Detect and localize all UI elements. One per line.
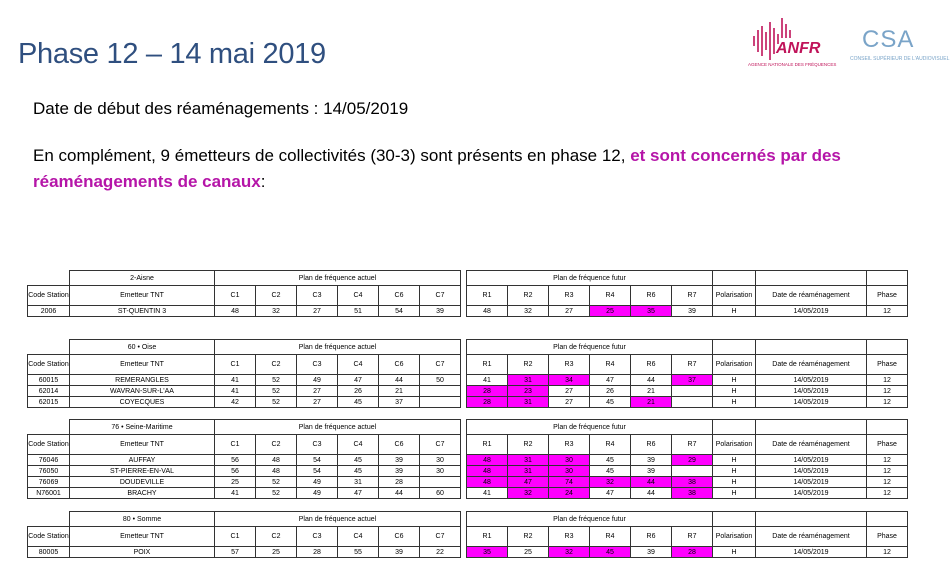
reamenagement-date: 14/05/2019 — [756, 477, 867, 488]
future-channel: 26 — [590, 386, 631, 397]
future-channel: 41 — [467, 375, 508, 386]
channel-header-r1: R1 — [467, 435, 508, 455]
empty-header-cell — [756, 512, 867, 527]
plan-futur-header: Plan de fréquence futur — [467, 420, 713, 435]
channel-header-r7: R7 — [672, 286, 713, 306]
polarisation-header: Polarisation — [713, 286, 756, 306]
future-channel: 27 — [549, 397, 590, 408]
polarisation-header: Polarisation — [713, 435, 756, 455]
channel-header-r7: R7 — [672, 527, 713, 547]
current-channel: 26 — [338, 386, 379, 397]
departement-table — [27, 270, 908, 317]
departement-table — [27, 511, 908, 558]
channel-header-r4: R4 — [590, 527, 631, 547]
future-channel — [672, 386, 713, 397]
date-header: Date de réaménagement — [756, 355, 867, 375]
channel-header-c6: C6 — [379, 527, 420, 547]
current-channel: 52 — [256, 375, 297, 386]
changed-channel: 47 — [508, 477, 549, 488]
empty-header-cell — [867, 420, 908, 435]
future-channel: 25 — [508, 547, 549, 558]
departement-name: 76 • Seine-Maritime — [70, 420, 215, 435]
emetteur-name: AUFFAY — [70, 455, 215, 466]
current-channel: 49 — [297, 375, 338, 386]
current-channel: 45 — [338, 397, 379, 408]
current-channel: 31 — [338, 477, 379, 488]
phase-value: 12 — [867, 397, 908, 408]
current-channel: 42 — [215, 397, 256, 408]
station-code: 76069 — [28, 477, 70, 488]
channel-header-c3: C3 — [297, 527, 338, 547]
table-row — [28, 375, 908, 386]
future-channel: 44 — [631, 375, 672, 386]
current-channel: 39 — [379, 547, 420, 558]
csa-wordmark: CSA — [862, 26, 915, 53]
blank-cell — [28, 420, 70, 435]
changed-channel: 44 — [631, 477, 672, 488]
table-row — [28, 397, 908, 408]
station-code: N76001 — [28, 488, 70, 499]
date-header: Date de réaménagement — [756, 435, 867, 455]
plan-futur-header: Plan de fréquence futur — [467, 512, 713, 527]
future-channel: 27 — [549, 306, 590, 317]
polarisation-value: H — [713, 386, 756, 397]
emetteur-name: DOUDEVILLE — [70, 477, 215, 488]
channel-header-c1: C1 — [215, 355, 256, 375]
changed-channel: 30 — [549, 466, 590, 477]
emetteur-name: COYECQUES — [70, 397, 215, 408]
changed-channel: 31 — [508, 397, 549, 408]
emetteur-name: POIX — [70, 547, 215, 558]
current-channel: 21 — [379, 386, 420, 397]
current-channel: 45 — [338, 455, 379, 466]
emetteur-name: BRACHY — [70, 488, 215, 499]
code-station-header: Code Station — [28, 527, 70, 547]
changed-channel: 32 — [590, 477, 631, 488]
plan-actuel-header: Plan de fréquence actuel — [215, 340, 461, 355]
changed-channel: 34 — [549, 375, 590, 386]
changed-channel: 24 — [549, 488, 590, 499]
channel-header-c7: C7 — [420, 435, 461, 455]
polarisation-value: H — [713, 547, 756, 558]
future-channel: 27 — [549, 386, 590, 397]
current-channel — [420, 386, 461, 397]
plan-futur-header: Plan de fréquence futur — [467, 271, 713, 286]
empty-header-cell — [756, 271, 867, 286]
channel-header-c2: C2 — [256, 286, 297, 306]
table-row — [28, 547, 908, 558]
polarisation-value: H — [713, 466, 756, 477]
current-channel: 39 — [379, 455, 420, 466]
changed-channel: 32 — [549, 547, 590, 558]
channel-header-r7: R7 — [672, 435, 713, 455]
date-header: Date de réaménagement — [756, 527, 867, 547]
code-station-header: Code Station — [28, 435, 70, 455]
reamenagement-date: 14/05/2019 — [756, 375, 867, 386]
changed-channel: 35 — [631, 306, 672, 317]
channel-header-r6: R6 — [631, 286, 672, 306]
channel-header-r4: R4 — [590, 286, 631, 306]
table-row — [28, 477, 908, 488]
channel-header-c1: C1 — [215, 435, 256, 455]
empty-header-cell — [867, 340, 908, 355]
phase-value: 12 — [867, 375, 908, 386]
emetteur-name: ST-QUENTIN 3 — [70, 306, 215, 317]
complement-highlight: et sont concernés par des réaménagements de canaux — [33, 146, 841, 191]
station-code: 60015 — [28, 375, 70, 386]
changed-channel: 38 — [672, 488, 713, 499]
complement-end: : — [260, 172, 266, 191]
empty-header-cell — [867, 512, 908, 527]
code-station-header: Code Station — [28, 355, 70, 375]
table-row — [28, 466, 908, 477]
current-channel: 48 — [215, 306, 256, 317]
phase-header: Phase — [867, 435, 908, 455]
channel-header-c1: C1 — [215, 527, 256, 547]
phase-value: 12 — [867, 477, 908, 488]
plan-actuel-header: Plan de fréquence actuel — [215, 420, 461, 435]
reamenagement-date: 14/05/2019 — [756, 466, 867, 477]
table-row — [28, 306, 908, 317]
channel-header-r2: R2 — [508, 286, 549, 306]
future-channel: 39 — [631, 547, 672, 558]
reamenagement-date: 14/05/2019 — [756, 397, 867, 408]
changed-channel: 48 — [467, 466, 508, 477]
current-channel: 52 — [256, 397, 297, 408]
channel-header-r6: R6 — [631, 435, 672, 455]
phase-value: 12 — [867, 306, 908, 317]
current-channel: 28 — [379, 477, 420, 488]
plan-actuel-header: Plan de fréquence actuel — [215, 271, 461, 286]
future-channel: 47 — [590, 488, 631, 499]
current-channel: 27 — [297, 386, 338, 397]
changed-channel: 35 — [467, 547, 508, 558]
channel-header-c4: C4 — [338, 286, 379, 306]
polarisation-header: Polarisation — [713, 355, 756, 375]
changed-channel: 29 — [672, 455, 713, 466]
current-channel: 52 — [256, 386, 297, 397]
channel-header-c6: C6 — [379, 355, 420, 375]
current-channel: 27 — [297, 306, 338, 317]
emetteur-header: Emetteur TNT — [70, 435, 215, 455]
complement-paragraph — [33, 143, 913, 195]
changed-channel: 31 — [508, 375, 549, 386]
phase-header: Phase — [867, 527, 908, 547]
changed-channel: 21 — [631, 397, 672, 408]
channel-header-c7: C7 — [420, 355, 461, 375]
current-channel: 45 — [338, 466, 379, 477]
empty-header-cell — [756, 340, 867, 355]
date-header: Date de réaménagement — [756, 286, 867, 306]
changed-channel: 38 — [672, 477, 713, 488]
phase-header: Phase — [867, 355, 908, 375]
channel-header-c4: C4 — [338, 435, 379, 455]
departement-name: 2-Aisne — [70, 271, 215, 286]
station-code: 76046 — [28, 455, 70, 466]
current-channel: 30 — [420, 466, 461, 477]
channel-header-r3: R3 — [549, 527, 590, 547]
future-channel: 45 — [590, 455, 631, 466]
current-channel: 50 — [420, 375, 461, 386]
channel-header-r1: R1 — [467, 527, 508, 547]
empty-header-cell — [713, 512, 756, 527]
plan-futur-header: Plan de fréquence futur — [467, 340, 713, 355]
departement-table — [27, 339, 908, 408]
current-channel: 60 — [420, 488, 461, 499]
current-channel: 44 — [379, 488, 420, 499]
current-channel: 54 — [297, 466, 338, 477]
current-channel — [420, 477, 461, 488]
station-code: 62015 — [28, 397, 70, 408]
current-channel: 54 — [379, 306, 420, 317]
channel-header-c7: C7 — [420, 286, 461, 306]
future-channel: 39 — [631, 455, 672, 466]
changed-channel: 37 — [672, 375, 713, 386]
emetteur-header: Emetteur TNT — [70, 286, 215, 306]
changed-channel: 31 — [508, 466, 549, 477]
changed-channel: 31 — [508, 455, 549, 466]
current-channel: 28 — [297, 547, 338, 558]
channel-header-c3: C3 — [297, 435, 338, 455]
current-channel: 22 — [420, 547, 461, 558]
blank-cell — [28, 271, 70, 286]
anfr-logo — [748, 16, 837, 76]
future-channel: 39 — [672, 306, 713, 317]
current-channel — [420, 397, 461, 408]
channel-header-r1: R1 — [467, 286, 508, 306]
phase-value: 12 — [867, 466, 908, 477]
channel-header-c6: C6 — [379, 435, 420, 455]
table-row — [28, 455, 908, 466]
emetteur-name: WAVRAN-SUR-L'AA — [70, 386, 215, 397]
channel-header-r4: R4 — [590, 355, 631, 375]
current-channel: 25 — [215, 477, 256, 488]
current-channel: 56 — [215, 466, 256, 477]
departement-name: 80 • Somme — [70, 512, 215, 527]
start-date-line: Date de début des réaménagements : 14/05/2019 — [33, 99, 409, 118]
changed-channel: 28 — [467, 397, 508, 408]
current-channel: 54 — [297, 455, 338, 466]
current-channel: 27 — [297, 397, 338, 408]
channel-header-r2: R2 — [508, 435, 549, 455]
polarisation-value: H — [713, 306, 756, 317]
changed-channel: 45 — [590, 547, 631, 558]
channel-header-c4: C4 — [338, 527, 379, 547]
reamenagement-date: 14/05/2019 — [756, 488, 867, 499]
current-channel: 48 — [256, 455, 297, 466]
page-title: Phase 12 – 14 mai 2019 — [18, 38, 326, 70]
future-channel — [672, 397, 713, 408]
polarisation-value: H — [713, 455, 756, 466]
changed-channel: 28 — [467, 386, 508, 397]
future-channel: 47 — [590, 375, 631, 386]
plan-actuel-header: Plan de fréquence actuel — [215, 512, 461, 527]
phase-value: 12 — [867, 488, 908, 499]
channel-header-r3: R3 — [549, 355, 590, 375]
polarisation-value: H — [713, 397, 756, 408]
current-channel: 37 — [379, 397, 420, 408]
channel-header-c2: C2 — [256, 355, 297, 375]
blank-cell — [28, 340, 70, 355]
polarisation-value: H — [713, 477, 756, 488]
future-channel: 32 — [508, 306, 549, 317]
channel-header-c2: C2 — [256, 527, 297, 547]
future-channel: 45 — [590, 466, 631, 477]
phase-header: Phase — [867, 286, 908, 306]
current-channel: 32 — [256, 306, 297, 317]
current-channel: 48 — [256, 466, 297, 477]
current-channel: 52 — [256, 477, 297, 488]
channel-header-r2: R2 — [508, 527, 549, 547]
phase-value: 12 — [867, 547, 908, 558]
changed-channel: 74 — [549, 477, 590, 488]
channel-header-r3: R3 — [549, 435, 590, 455]
station-code: 62014 — [28, 386, 70, 397]
current-channel: 52 — [256, 488, 297, 499]
channel-header-r4: R4 — [590, 435, 631, 455]
channel-header-c6: C6 — [379, 286, 420, 306]
empty-header-cell — [713, 271, 756, 286]
future-channel: 44 — [631, 488, 672, 499]
complement-text: En complément, 9 émetteurs de collectivités (30-3) sont présents en phase 12, — [33, 146, 631, 165]
emetteur-name: ST-PIERRE-EN-VAL — [70, 466, 215, 477]
current-channel: 47 — [338, 375, 379, 386]
csa-subtitle: CONSEIL SUPÉRIEUR DE L'AUDIOVISUEL — [850, 56, 950, 62]
current-channel: 30 — [420, 455, 461, 466]
reamenagement-date: 14/05/2019 — [756, 386, 867, 397]
current-channel: 51 — [338, 306, 379, 317]
table-row — [28, 488, 908, 499]
current-channel: 55 — [338, 547, 379, 558]
current-channel: 41 — [215, 488, 256, 499]
future-channel: 39 — [631, 466, 672, 477]
channel-header-r6: R6 — [631, 527, 672, 547]
anfr-wordmark: ANFR — [776, 40, 821, 57]
channel-header-c1: C1 — [215, 286, 256, 306]
channel-header-c2: C2 — [256, 435, 297, 455]
changed-channel: 48 — [467, 477, 508, 488]
channel-header-r3: R3 — [549, 286, 590, 306]
future-channel: 41 — [467, 488, 508, 499]
polarisation-value: H — [713, 375, 756, 386]
table-row — [28, 386, 908, 397]
current-channel: 41 — [215, 386, 256, 397]
current-channel: 56 — [215, 455, 256, 466]
anfr-subtitle: AGENCE NATIONALE DES FRÉQUENCES — [748, 62, 837, 67]
phase-value: 12 — [867, 386, 908, 397]
current-channel: 47 — [338, 488, 379, 499]
channel-header-c3: C3 — [297, 286, 338, 306]
empty-header-cell — [756, 420, 867, 435]
channel-header-c7: C7 — [420, 527, 461, 547]
current-channel: 41 — [215, 375, 256, 386]
polarisation-header: Polarisation — [713, 527, 756, 547]
current-channel: 25 — [256, 547, 297, 558]
empty-header-cell — [713, 420, 756, 435]
emetteur-name: REMERANGLES — [70, 375, 215, 386]
future-channel — [672, 466, 713, 477]
channel-header-c4: C4 — [338, 355, 379, 375]
code-station-header: Code Station — [28, 286, 70, 306]
current-channel: 39 — [379, 466, 420, 477]
csa-logo — [850, 22, 950, 72]
station-code: 80005 — [28, 547, 70, 558]
polarisation-value: H — [713, 488, 756, 499]
channel-header-r2: R2 — [508, 355, 549, 375]
future-channel: 21 — [631, 386, 672, 397]
departement-table — [27, 419, 908, 499]
empty-header-cell — [713, 340, 756, 355]
station-code: 2006 — [28, 306, 70, 317]
current-channel: 39 — [420, 306, 461, 317]
changed-channel: 30 — [549, 455, 590, 466]
reamenagement-date: 14/05/2019 — [756, 455, 867, 466]
changed-channel: 48 — [467, 455, 508, 466]
station-code: 76050 — [28, 466, 70, 477]
channel-header-r6: R6 — [631, 355, 672, 375]
current-channel: 57 — [215, 547, 256, 558]
current-channel: 49 — [297, 477, 338, 488]
changed-channel: 25 — [590, 306, 631, 317]
empty-header-cell — [867, 271, 908, 286]
channel-header-r1: R1 — [467, 355, 508, 375]
future-channel: 48 — [467, 306, 508, 317]
changed-channel: 32 — [508, 488, 549, 499]
blank-cell — [28, 512, 70, 527]
reamenagement-date: 14/05/2019 — [756, 306, 867, 317]
reamenagement-date: 14/05/2019 — [756, 547, 867, 558]
channel-header-c3: C3 — [297, 355, 338, 375]
phase-value: 12 — [867, 455, 908, 466]
emetteur-header: Emetteur TNT — [70, 527, 215, 547]
departement-name: 60 • Oise — [70, 340, 215, 355]
changed-channel: 28 — [672, 547, 713, 558]
channel-header-r7: R7 — [672, 355, 713, 375]
emetteur-header: Emetteur TNT — [70, 355, 215, 375]
changed-channel: 23 — [508, 386, 549, 397]
current-channel: 49 — [297, 488, 338, 499]
future-channel: 45 — [590, 397, 631, 408]
current-channel: 44 — [379, 375, 420, 386]
